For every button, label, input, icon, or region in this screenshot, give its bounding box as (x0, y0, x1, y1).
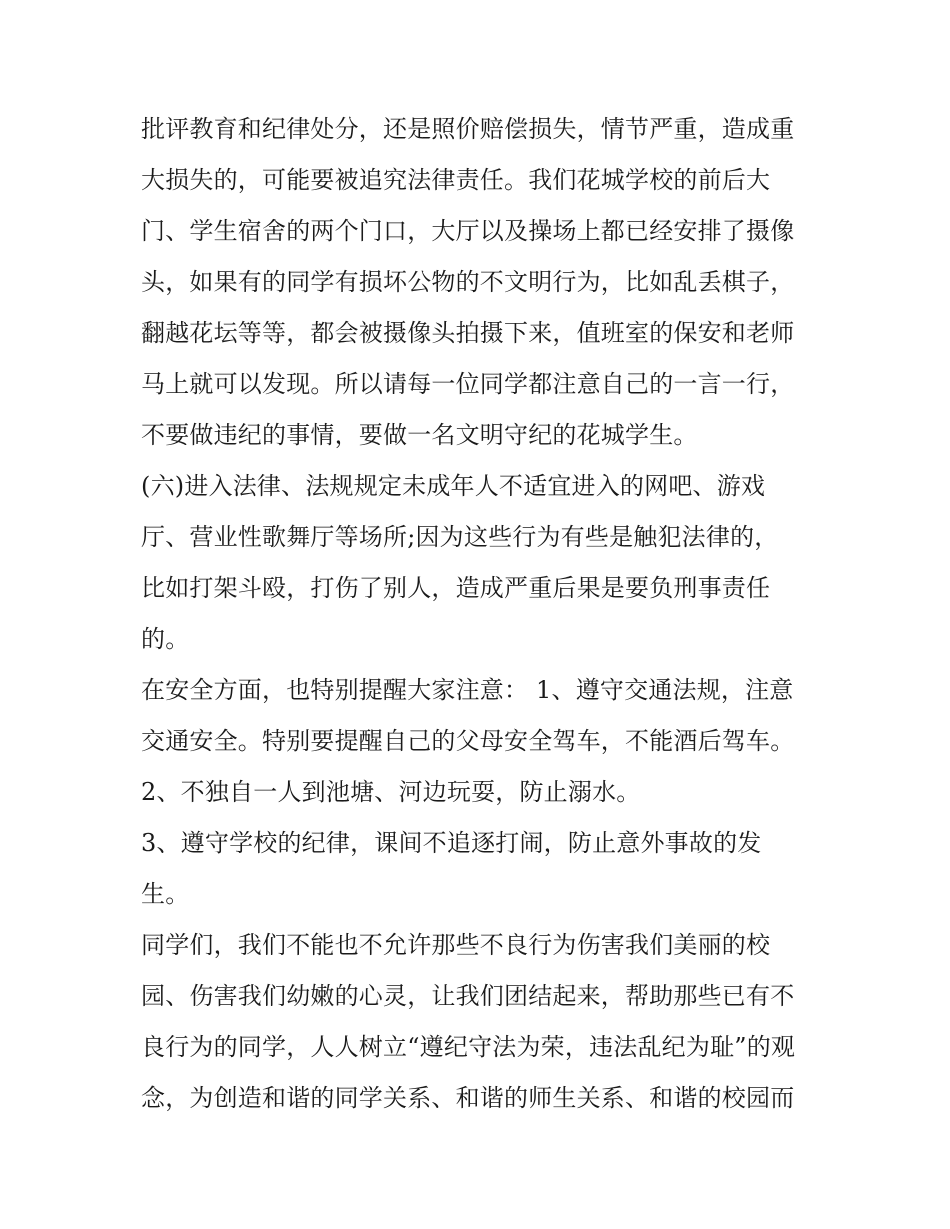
text-line: 大损失的，可能要被追究法律责任。我们花城学校的前后大 (141, 166, 771, 194)
text-line: 园、伤害我们幼嫩的心灵，让我们团结起来，帮助那些已有不 (141, 982, 795, 1010)
text-line: 念，为创造和谐的同学关系、和谐的师生关系、和谐的校园而 (141, 1084, 795, 1112)
text-line: 头，如果有的同学有损坏公物的不文明行为，比如乱丢棋子， (141, 268, 795, 296)
text-line: 门、学生宿舍的两个门口，大厅以及操场上都已经安排了摄像 (141, 217, 795, 245)
text-line: 2、不独自一人到池塘、河边玩耍，防止溺水。 (141, 778, 641, 806)
text-line: 3、遵守学校的纪律，课间不追逐打闹，防止意外事故的发 (141, 829, 762, 857)
text-line: 交通安全。特别要提醒自己的父母安全驾车，不能酒后驾车。 (141, 727, 795, 755)
text-line: 比如打架斗殴，打伤了别人，造成严重后果是要负刑事责任 (141, 574, 771, 602)
text-line: 良行为的同学，人人树立“遵纪守法为荣，违法乱纪为耻”的观 (141, 1033, 796, 1061)
text-line: 在安全方面，也特别提醒大家注意： 1、遵守交通法规，注意 (141, 676, 794, 704)
text-line: 批评教育和纪律处分，还是照价赔偿损失，情节严重，造成重 (141, 115, 795, 143)
text-line: (六)进入法律、法规规定未成年人不适宜进入的网吧、游戏 (141, 472, 766, 500)
text-line: 生。 (141, 880, 190, 908)
text-line: 马上就可以发现。所以请每一位同学都注意自己的一言一行， (141, 370, 795, 398)
text-line: 翻越花坛等等，都会被摄像头拍摄下来，值班室的保安和老师 (141, 319, 795, 347)
text-line: 厅、营业性歌舞厅等场所;因为这些行为有些是触犯法律的， (141, 523, 779, 551)
text-line: 的。 (141, 625, 190, 653)
body-text (141, 104, 831, 1124)
text-line: 不要做违纪的事情，要做一名文明守纪的花城学生。 (141, 421, 698, 449)
text-line: 同学们，我们不能也不允许那些不良行为伤害我们美丽的校 (141, 931, 771, 959)
